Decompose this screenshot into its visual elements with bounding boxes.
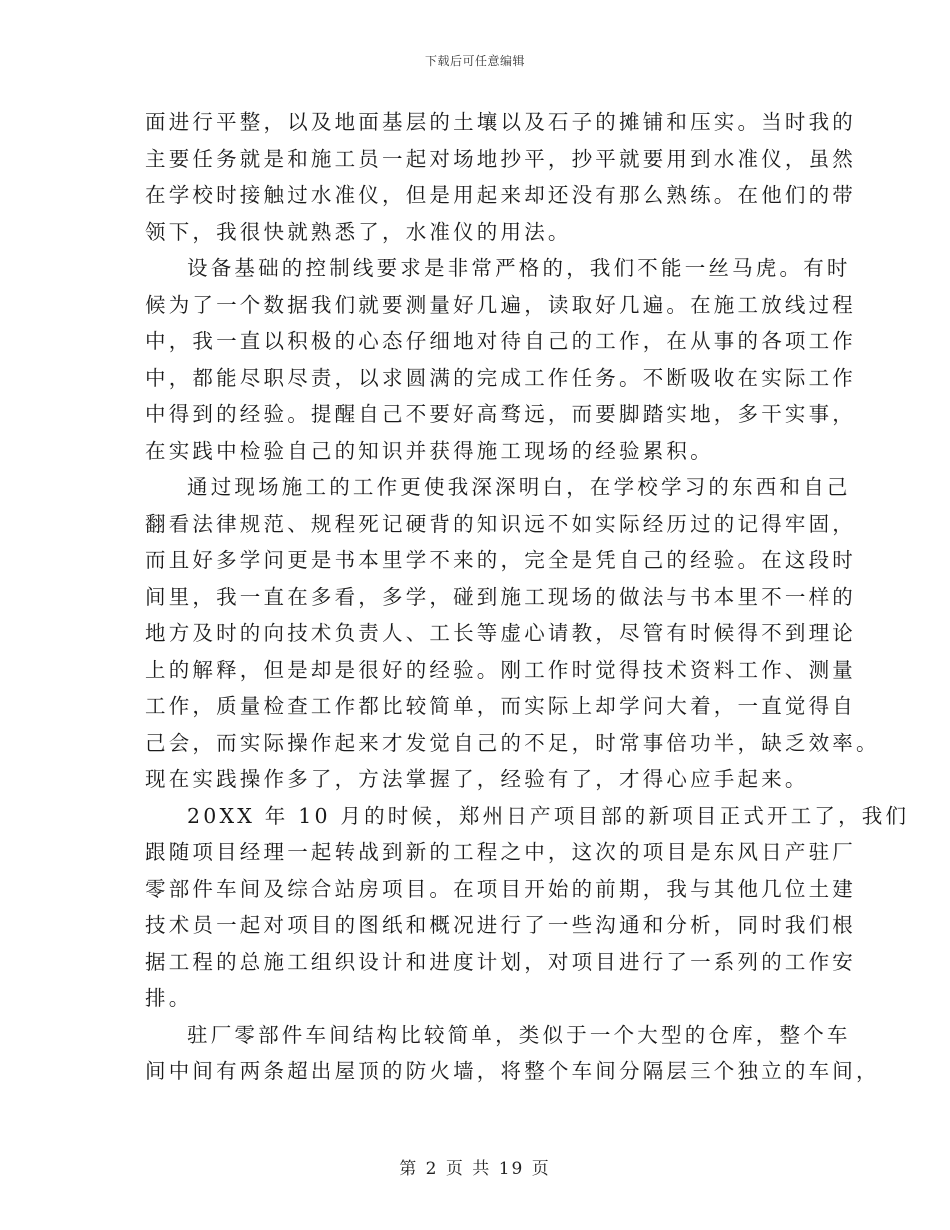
text-line: 己会，而实际操作起来才发觉自己的不足，时常事倍功半，缺乏效率。	[145, 730, 880, 755]
paragraph	[145, 798, 910, 1017]
text-line: 20XX 年 10 月的时候，郑州日产项目部的新项目正式开工了，我们	[187, 803, 910, 828]
text-line: 通过现场施工的工作更使我深深明白，在学校学习的东西和自己	[187, 475, 851, 499]
text-line: 排。	[145, 986, 193, 1010]
text-line: 中，都能尽职尽责，以求圆满的完成工作任务。不断吸收在实际工作	[145, 365, 856, 390]
text-line: 在实践中检验自己的知识并获得施工现场的经验累积。	[145, 438, 714, 463]
document-body	[145, 104, 910, 1090]
text-line: 工作，质量检查工作都比较简单，而实际上却学问大着，一直觉得自	[145, 694, 856, 718]
text-line: 翻看法律规范、规程死记硬背的知识远不如实际经历过的记得牢固，	[145, 511, 856, 536]
text-line: 上的解释，但是却是很好的经验。刚工作时觉得技术资料工作、测量	[145, 657, 856, 682]
paragraph	[145, 1017, 880, 1090]
text-line: 中，我一直以积极的心态仔细地对待自己的工作，在从事的各项工作	[145, 329, 856, 353]
text-line: 而且好多学问更是书本里学不来的，完全是凭自己的经验。在这段时	[145, 548, 856, 572]
text-line: 间中间有两条超出屋顶的防火墙，将整个车间分隔层三个独立的车间，	[145, 1059, 880, 1083]
page-number: 第 2 页 共 19 页	[399, 1159, 551, 1179]
text-line: 中得到的经验。提醒自己不要好高骛远，而要脚踏实地，多干实事，	[145, 402, 856, 426]
paragraph	[145, 104, 856, 250]
text-line: 设备基础的控制线要求是非常严格的，我们不能一丝马虎。有时	[187, 256, 851, 280]
paragraph	[145, 469, 880, 798]
text-line: 现在实践操作多了，方法掌握了，经验有了，才得心应手起来。	[145, 767, 809, 791]
text-line: 驻厂零部件车间结构比较简单，类似于一个大型的仓库，整个车	[187, 1022, 851, 1047]
text-line: 主要任务就是和施工员一起对场地抄平，抄平就要用到水准仪，虽然	[145, 146, 856, 171]
text-line: 地方及时的向技术负责人、工长等虚心请教，尽管有时候得不到理论	[145, 621, 856, 645]
text-line: 据工程的总施工组织设计和进度计划，对项目进行了一系列的工作安	[145, 949, 856, 974]
text-line: 间里，我一直在多看，多学，碰到施工现场的做法与书本里不一样的	[145, 584, 856, 609]
text-line: 零部件车间及综合站房项目。在项目开始的前期，我与其他几位土建	[145, 876, 856, 901]
paragraph	[145, 250, 856, 469]
page-header: 下载后可任意编辑	[424, 54, 525, 68]
text-line: 在学校时接触过水准仪，但是用起来却还没有那么熟练。在他们的带	[145, 183, 856, 207]
text-line: 技术员一起对项目的图纸和概况进行了一些沟通和分析，同时我们根	[145, 913, 856, 937]
text-line: 跟随项目经理一起转战到新的工程之中，这次的项目是东风日产驻厂	[145, 840, 856, 864]
text-line: 领下，我很快就熟悉了，水准仪的用法。	[145, 219, 572, 244]
text-line: 候为了一个数据我们就要测量好几遍，读取好几遍。在施工放线过程	[145, 292, 856, 317]
text-line: 面进行平整，以及地面基层的土壤以及石子的摊铺和压实。当时我的	[145, 110, 856, 134]
